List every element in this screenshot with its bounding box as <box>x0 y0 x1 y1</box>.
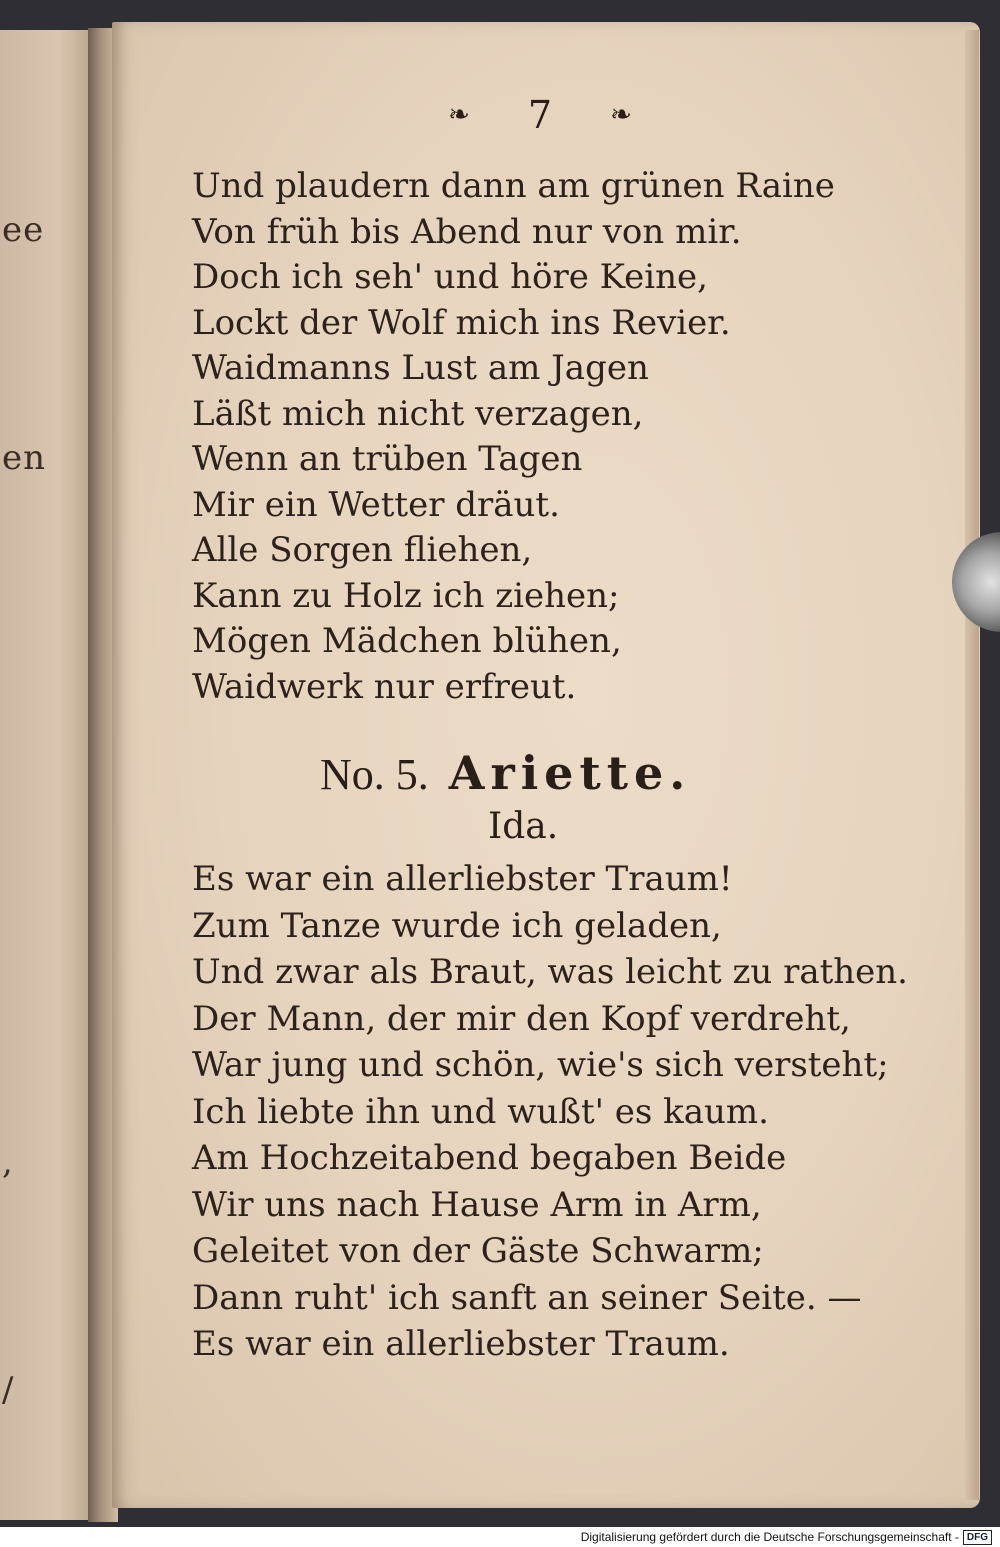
verse-line: Lockt der Wolf mich ins Revier. <box>192 302 731 343</box>
left-page-fragment: en <box>2 438 47 478</box>
page-header <box>430 92 650 138</box>
verse-line: Läßt mich nicht verzagen, <box>192 393 644 434</box>
verse-line: War jung und schön, wie's sich versteht; <box>192 1045 889 1085</box>
ornament-left-icon: ❧ <box>448 100 470 130</box>
verse-line: Der Mann, der mir den Kopf verdreht, <box>192 998 851 1039</box>
section-number: No. 5. <box>320 750 429 799</box>
dfg-logo: DFG <box>963 1530 992 1545</box>
verse-line: Von früh bis Abend nur von mir. <box>192 211 742 252</box>
verse-line: Zum Tanze wurde ich geladen, <box>192 905 722 946</box>
verse-line: Es war ein allerliebster Traum! <box>192 859 733 899</box>
footer-credit: Digitalisierung gefördert durch die Deutsche Forschungsgemeinschaft - <box>580 1530 959 1544</box>
verse-line: Am Hochzeitabend begaben Beide <box>192 1138 787 1178</box>
verse-line: Mir ein Wetter dräut. <box>192 484 560 525</box>
verse-line: Mögen Mädchen blühen, <box>192 621 622 661</box>
verse-line: Und zwar als Braut, was leicht zu rathen. <box>192 952 908 992</box>
verse-line: Waidmanns Lust am Jagen <box>192 348 649 388</box>
verse-line: Es war ein allerliebster Traum. <box>192 1324 730 1364</box>
verse-line: Dann ruht' ich sanft an seiner Seite. — <box>192 1277 862 1318</box>
stanza-one <box>192 164 882 710</box>
page-number: 7 <box>527 93 553 137</box>
footer-bar <box>0 1527 1000 1547</box>
stanza-two <box>192 856 908 1368</box>
verse-line: Ich liebte ihn und wußt' es kaum. <box>192 1091 769 1132</box>
verse-line: Und plaudern dann am grünen Raine <box>192 166 835 206</box>
section-title: Ariette. <box>448 746 692 800</box>
page-edge <box>965 30 979 1500</box>
verse-line: Alle Sorgen fliehen, <box>192 530 533 570</box>
verse-line: Wir uns nach Hause Arm in Arm, <box>192 1184 762 1225</box>
left-page <box>0 30 98 1520</box>
left-page-fragment: ee <box>2 210 45 250</box>
verse-line: Kann zu Holz ich ziehen; <box>192 575 620 616</box>
ornament-right-icon: ❧ <box>610 100 632 130</box>
speaker-name: Ida. <box>488 806 559 847</box>
verse-line: Doch ich seh' und höre Keine, <box>192 257 708 297</box>
left-page-fragment: , <box>2 1142 14 1182</box>
verse-line: Wenn an trüben Tagen <box>192 439 583 479</box>
section-heading <box>320 746 740 800</box>
verse-line: Waidwerk nur erfreut. <box>192 666 577 707</box>
verse-line: Geleitet von der Gäste Schwarm; <box>192 1231 764 1271</box>
left-page-fragment: / <box>2 1370 15 1410</box>
